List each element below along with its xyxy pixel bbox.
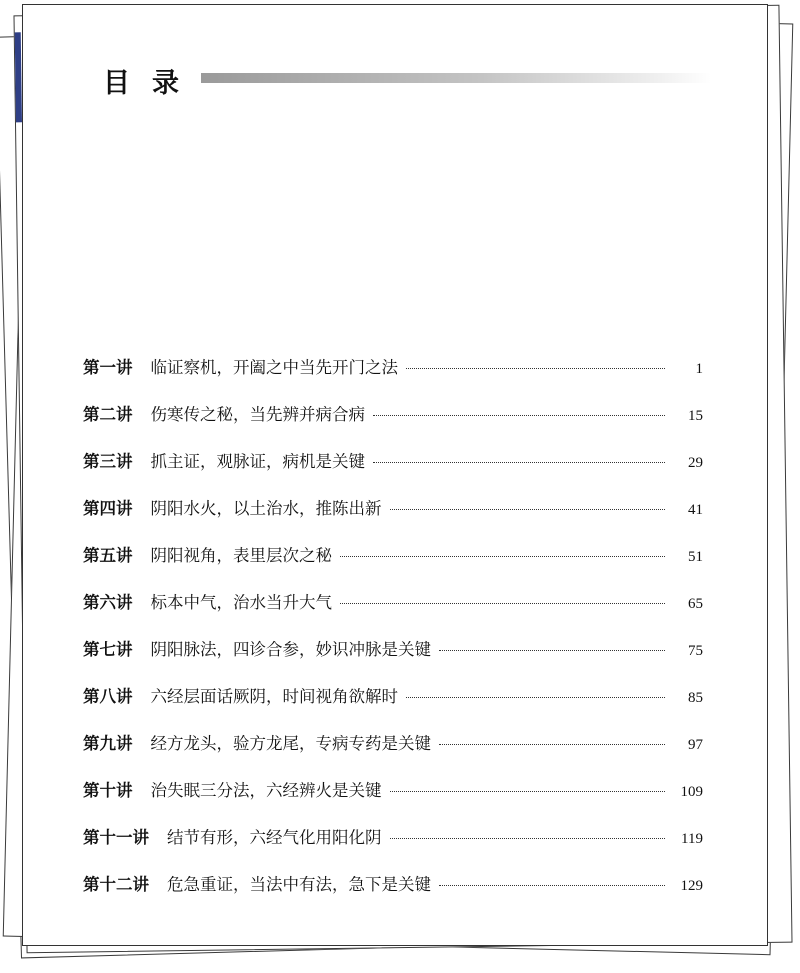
toc-dot-leader <box>373 415 665 416</box>
toc-title: 危急重证，当法中有法，急下是关键 <box>167 875 431 894</box>
toc-lecture-number: 第十讲 <box>83 781 133 800</box>
toc-lecture-number: 第三讲 <box>83 452 133 471</box>
toc-title: 结节有形，六经气化用阳化阴 <box>167 828 382 847</box>
table-of-contents <box>83 354 703 918</box>
toc-page-number: 129 <box>680 878 703 894</box>
toc-dot-leader <box>390 791 666 792</box>
toc-entry[interactable] <box>83 636 703 683</box>
toc-title: 治失眠三分法，六经辨火是关键 <box>150 781 382 800</box>
toc-lecture-number: 第五讲 <box>83 546 133 565</box>
toc-page-number: 51 <box>688 549 703 565</box>
toc-page-number: 85 <box>688 690 703 706</box>
toc-dot-leader <box>340 556 665 557</box>
cover-accent-strip <box>15 32 22 122</box>
toc-lecture-number: 第九讲 <box>83 734 133 753</box>
toc-dot-leader <box>406 368 665 369</box>
toc-entry[interactable] <box>83 448 703 495</box>
toc-entry[interactable] <box>83 871 703 918</box>
toc-entry[interactable] <box>83 824 703 871</box>
toc-title: 阴阳脉法，四诊合参，妙识冲脉是关键 <box>150 640 431 659</box>
toc-title: 阴阳水火，以土治水，推陈出新 <box>150 499 382 518</box>
toc-title: 标本中气，治水当升大气 <box>150 593 332 612</box>
toc-page-number: 15 <box>688 408 703 424</box>
contents-page <box>22 4 768 946</box>
toc-entry[interactable] <box>83 542 703 589</box>
toc-title: 阴阳视角，表里层次之秘 <box>150 546 332 565</box>
toc-page-number: 1 <box>695 361 703 377</box>
toc-dot-leader <box>390 509 666 510</box>
toc-lecture-number: 第七讲 <box>83 640 133 659</box>
toc-title: 伤寒传之秘，当先辨并病合病 <box>150 405 365 424</box>
toc-dot-leader <box>340 603 665 604</box>
toc-entry[interactable] <box>83 354 703 401</box>
toc-dot-leader <box>439 885 665 886</box>
toc-entry[interactable] <box>83 589 703 636</box>
toc-dot-leader <box>406 697 665 698</box>
toc-page-number: 29 <box>688 455 703 471</box>
toc-page-number: 119 <box>681 831 703 847</box>
toc-lecture-number: 第八讲 <box>83 687 133 706</box>
toc-lecture-number: 第二讲 <box>83 405 133 424</box>
toc-entry[interactable] <box>83 495 703 542</box>
toc-title: 抓主证，观脉证，病机是关键 <box>150 452 365 471</box>
toc-page-number: 97 <box>688 737 703 753</box>
toc-dot-leader <box>439 650 665 651</box>
title-rule <box>201 73 711 83</box>
toc-lecture-number: 第十一讲 <box>83 828 149 847</box>
toc-lecture-number: 第一讲 <box>83 358 133 377</box>
toc-title: 临证察机，开阖之中当先开门之法 <box>150 358 398 377</box>
toc-page-number: 65 <box>688 596 703 612</box>
toc-lecture-number: 第六讲 <box>83 593 133 612</box>
toc-entry[interactable] <box>83 683 703 730</box>
toc-entry[interactable] <box>83 777 703 824</box>
toc-page-number: 75 <box>688 643 703 659</box>
page-title: 目录 <box>103 68 201 99</box>
toc-dot-leader <box>373 462 665 463</box>
toc-entry[interactable] <box>83 401 703 448</box>
toc-entry[interactable] <box>83 730 703 777</box>
toc-title: 经方龙头，验方龙尾，专病专药是关键 <box>150 734 431 753</box>
toc-page-number: 109 <box>680 784 703 800</box>
toc-dot-leader <box>439 744 665 745</box>
toc-page-number: 41 <box>688 502 703 518</box>
toc-lecture-number: 第十二讲 <box>83 875 149 894</box>
toc-title: 六经层面话厥阴，时间视角欲解时 <box>150 687 398 706</box>
toc-dot-leader <box>390 838 666 839</box>
toc-lecture-number: 第四讲 <box>83 499 133 518</box>
